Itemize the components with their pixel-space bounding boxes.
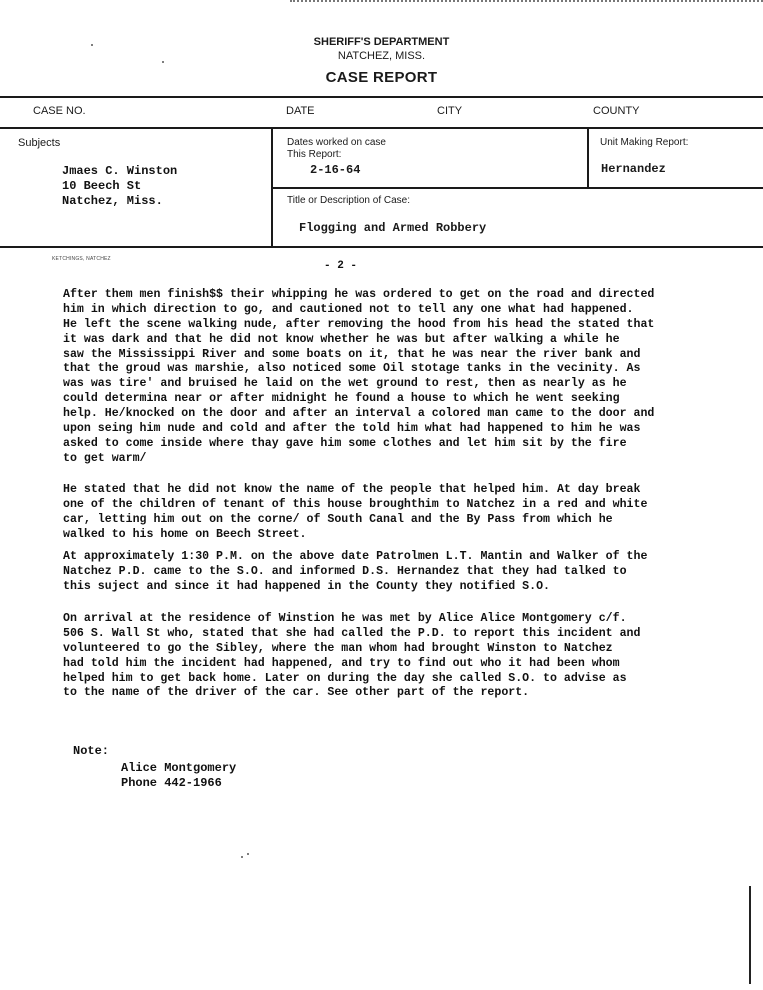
narrative-paragraph-1 [63,288,763,467]
scan-edge-marks [290,0,763,6]
narrative-line: it was dark and that he did not know whether he was but after walking a while he [63,332,620,346]
narrative-line: He stated that he did not know the name of the people that helped him. At day break [63,483,641,496]
narrative-paragraph-3 [63,550,763,595]
form-top-rule [0,96,763,98]
narrative-line: to get warm/ [63,451,147,465]
narrative-line: upon seing him nude and cold and after the told him what had happened to him he was [63,422,641,436]
narrative-line: saw the Mississippi River and some boats on it, that he was near the river bank and [63,347,641,361]
narrative-line: Natchez P.D. came to the S.O. and informed D.S. Hernandez that they had talked to [63,564,627,578]
unit-divider [587,128,589,188]
narrative-line: After them men finish$$ their whipping he was ordered to get on the road and directed [63,288,655,301]
narrative-line: him in which direction to go, and cautioned not to tell any one what had happened. [63,302,634,316]
case-no-label: CASE NO. [33,105,86,117]
narrative-line: volunteered to go the Sibley, where the man whom had brought Winston to Natchez [63,641,613,655]
date-label: DATE [286,105,315,117]
scan-speck [162,61,164,63]
narrative-line: had told him the incident had happened, and try to find out who it had been whom [63,656,620,670]
subject-name: Jmaes C. Winston [62,164,178,178]
narrative-line: car, letting him out on the corne/ of South Canal and the By Pass from which he [63,512,613,526]
county-label: COUNTY [593,105,640,117]
printer-imprint: KETCHINGS, NATCHEZ [52,256,111,262]
unit-label: Unit Making Report: [600,137,689,148]
narrative-line: walked to his home on Beech Street. [63,527,307,541]
report-title: CASE REPORT [325,69,438,86]
case-title-label: Title or Description of Case: [287,195,411,206]
narrative-paragraph-2 [63,483,763,543]
narrative-line: could determina near or after midnight he found a house to which he went seeking [63,392,620,406]
narrative-line: was was tire' and bruised he laid on the wet ground to rest, then as nearly as he [63,377,627,391]
scan-margin-line [749,886,751,984]
narrative-line: On arrival at the residence of Winstion he was met by Alice Alice Montgomery c/f. [63,612,627,625]
subject-address-block [62,164,177,209]
page-number: - 2 - [324,260,358,272]
note-contact-phone: Phone 442-1966 [121,776,222,790]
department-heading: SHERIFF'S DEPARTMENT [313,36,450,48]
narrative-line: asked to come inside where thay gave him some clothes and let him sit by the fire [63,436,627,450]
note-label: Note: [73,744,110,758]
narrative-line: At approximately 1:30 P.M. on the above date Patrolmen L.T. Mantin and Walker of the [63,550,648,563]
case-title-value: Flogging and Armed Robbery [299,221,487,235]
form-row-rule [0,127,763,129]
narrative-line: 506 S. Wall St who, stated that she had called the P.D. to report this incident and [63,626,641,640]
scan-speck [247,853,249,855]
unit-value: Hernandez [601,162,666,176]
scan-speck [241,856,243,858]
narrative-line: to the name of the driver of the car. See other part of the report. [63,686,530,700]
narrative-line: one of the children of tenant of this house broughthim to Natchez in a red and white [63,497,648,511]
city-label: CITY [437,105,463,117]
scan-speck [91,44,93,46]
this-report-label: This Report: [287,149,342,160]
department-city: NATCHEZ, MISS. [337,50,426,62]
narrative-line: help. He/knocked on the door and after an interval a colored man came to the door and [63,407,655,421]
form-bottom-rule [0,246,763,248]
subject-street: 10 Beech St [62,179,142,193]
subjects-label: Subjects [18,137,61,149]
narrative-line: that the groud was marshie, also noticed some Oil stotage tanks in the vecinity. As [63,362,641,376]
title-row-rule [272,187,763,189]
narrative-paragraph-4 [63,612,763,701]
report-date-value: 2-16-64 [310,163,361,177]
narrative-line: helped him to get back home. Later on during the day she called S.O. to advise as [63,671,627,685]
narrative-line: He left the scene walking nude, after removing the hood from his head the stated that [63,317,655,331]
note-contact [121,761,236,791]
note-contact-name: Alice Montgomery [121,761,237,775]
subject-city: Natchez, Miss. [62,194,163,208]
narrative-line: this suject and since it had happened in the County they notified S.O. [63,579,551,593]
dates-worked-label: Dates worked on case [287,137,386,148]
